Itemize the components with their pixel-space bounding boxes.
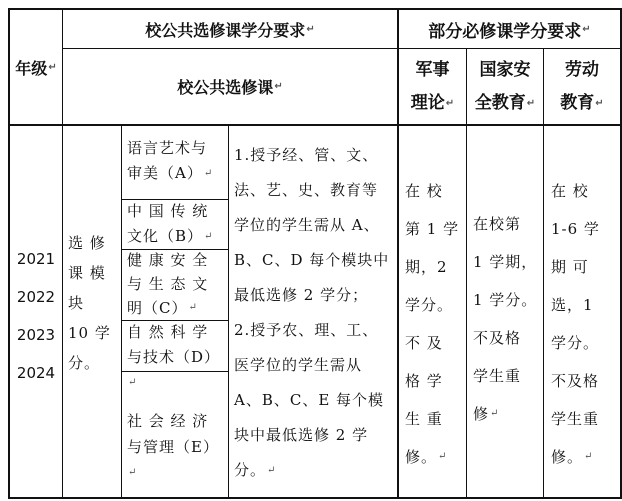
elective-module-line-4: 10 学 — [68, 324, 111, 342]
military-req-line-7: 生 重 — [405, 410, 443, 428]
labor-req-line-2: 1-6 学 — [551, 220, 600, 238]
year-2023: 2023 — [16, 326, 56, 344]
module-a: 语言艺术与 审美（A）↵ — [127, 136, 227, 186]
rules-cell: 1.授予经、管、文、 法、艺、史、教育等 学位的学生需从 A、 B、C、D 每个模块中 最低选修 2 学分； 2.授予农、理、工、 医学位的学生需从 A、B、C、E 每个模 块中最低选修 2 学 分。↵ — [234, 138, 396, 488]
years-cell — [12, 240, 60, 392]
military-header: 军事 理论↵ — [399, 54, 466, 124]
military-req-line-3: 期，2 — [405, 258, 448, 276]
security-requirement-cell: 在校第 1 学期， 1 学分。 不及格 学生重 修↵ — [473, 205, 541, 433]
security-req-line-3: 1 学分。 — [473, 291, 538, 309]
module-e-line-1: 社 会 经 济 — [127, 412, 209, 430]
grade-header-label: 年级 — [15, 58, 48, 78]
col-divider-3 — [228, 126, 229, 499]
elective-module-line-5: 分。 — [68, 354, 101, 372]
table-bottom-border — [8, 497, 622, 499]
module-a-line-1: 语言艺术与 — [127, 139, 208, 157]
rules-line-7: 医学位的学生需从 — [234, 356, 363, 374]
rules-line-8: A、B、C、E 每个模 — [234, 391, 385, 409]
module-c-line-1: 健 康 安 全 — [127, 251, 209, 269]
military-requirement-cell: 在 校 第 1 学 期，2 学分。 不 及 格 学 生 重 修。↵ — [405, 172, 463, 476]
module-c-line-3: 明（C） — [127, 299, 188, 317]
labor-req-line-1: 在 校 — [551, 182, 589, 200]
rules-line-6: 2.授予农、理、工、 — [234, 321, 379, 339]
security-header-line-1: 国家安 — [479, 60, 531, 80]
labor-req-line-3: 期 可 — [551, 258, 589, 276]
rules-line-9: 块中最低选修 2 学 — [234, 426, 369, 444]
rules-line-4: B、C、D 每个模块中 — [234, 251, 390, 269]
rules-line-5: 最低选修 2 学分； — [234, 286, 369, 304]
labor-req-line-5: 学分。 — [551, 334, 600, 352]
module-e: 社 会 经 济 与管理（E）↵ — [127, 408, 227, 486]
military-req-line-4: 学分。 — [405, 296, 454, 314]
module-c: 健 康 安 全 与 生 态 文 明（C）↵ — [127, 248, 227, 320]
labor-req-line-4: 选，1 — [551, 296, 594, 314]
labor-header-line-2: 教育 — [560, 93, 595, 113]
military-req-line-1: 在 校 — [405, 182, 443, 200]
module-a-line-2: 审美（A） — [127, 164, 203, 182]
year-2022: 2022 — [16, 288, 56, 306]
elective-module-line-3: 块 — [68, 294, 85, 312]
module-b-line-2: 文化（B） — [127, 227, 204, 245]
rules-line-10: 分。 — [234, 461, 267, 479]
elective-module-line-1: 选 修 — [68, 234, 106, 252]
module-e-line-2: 与管理（E） — [127, 438, 219, 456]
security-req-line-4: 不及格 — [473, 329, 522, 347]
grade-header: 年级 ↵ — [10, 10, 62, 124]
security-header-line-2: 全教育 — [474, 93, 526, 113]
labor-req-line-6: 不及格 — [551, 372, 600, 390]
year-2021: 2021 — [16, 250, 56, 268]
labor-header-line-1: 劳动 — [565, 60, 599, 80]
public-elective-title-cell: 校公共选修课学分要求 ↵ — [63, 10, 397, 48]
military-header-line-2: 理论 — [410, 93, 445, 113]
military-req-line-8: 修。 — [405, 448, 438, 466]
public-elective-title: 校公共选修课学分要求 — [145, 20, 306, 40]
rules-line-1: 1.授予经、管、文、 — [234, 146, 379, 164]
security-req-line-5: 学生重 — [473, 367, 522, 385]
labor-req-line-7: 学生重 — [551, 410, 600, 428]
required-title: 部分必修课学分要求 — [428, 21, 582, 42]
rules-line-3: 学位的学生需从 A、 — [234, 216, 380, 234]
military-req-line-2: 第 1 学 — [405, 220, 460, 238]
labor-req-line-8: 修。 — [551, 448, 584, 466]
module-b-line-1: 中 国 传 统 — [127, 202, 209, 220]
military-req-line-6: 格 学 — [405, 372, 443, 390]
elective-module-line-2: 课 模 — [68, 264, 106, 282]
security-header: 国家安 全教育↵ — [467, 54, 543, 124]
public-elective-sub-cell: 校公共选修课 ↵ — [63, 49, 397, 124]
public-elective-sub: 校公共选修课 — [177, 78, 274, 97]
security-req-line-2: 1 学期， — [473, 253, 538, 271]
elective-module-cell — [68, 228, 118, 378]
military-req-line-5: 不 及 — [405, 334, 443, 352]
module-b: 中 国 传 统 文化（B）↵ — [127, 199, 227, 249]
year-2024: 2024 — [16, 364, 56, 382]
required-title-cell: 部分必修课学分要求 ↵ — [399, 10, 620, 48]
rules-line-2: 法、艺、史、教育等 — [234, 181, 379, 199]
module-d: 自 然 科 学 与技术（D）↵ — [127, 320, 227, 395]
security-req-line-1: 在校第 — [473, 215, 522, 233]
security-req-line-6: 修 — [473, 405, 490, 423]
military-header-line-1: 军事 — [415, 60, 450, 80]
labor-requirement-cell: 在 校 1-6 学 期 可 选，1 学分。 不及格 学生重 修。↵ — [551, 172, 617, 476]
col-divider-2 — [121, 126, 122, 499]
module-d-line-2: 与技术（D） — [127, 348, 221, 366]
module-c-line-2: 与 生 态 文 — [127, 275, 209, 293]
labor-header: 劳动 教育↵ — [544, 54, 620, 124]
module-d-line-1: 自 然 科 学 — [127, 323, 209, 341]
header-bottom-line — [8, 124, 622, 126]
